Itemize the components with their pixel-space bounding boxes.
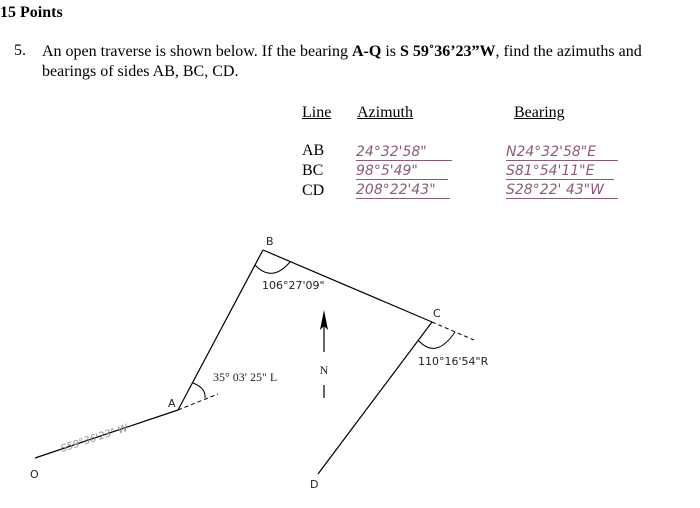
question-number: 5. bbox=[14, 42, 26, 59]
line-cd bbox=[318, 322, 432, 474]
angle-a-label: 35° 03' 25" L bbox=[213, 370, 278, 384]
point-a-label: A bbox=[168, 397, 176, 410]
question-text-part: , find the azimuths and bbox=[495, 43, 642, 60]
handwritten-bearing-oa: S59°36'23" W bbox=[59, 422, 130, 455]
point-d-label: D bbox=[310, 478, 319, 491]
point-b-label: B bbox=[266, 235, 274, 248]
column-header-azimuth: Azimuth bbox=[357, 104, 413, 121]
extension-c bbox=[432, 322, 474, 340]
row-line-cd: CD bbox=[302, 182, 325, 199]
angle-b-label: 106°27'09" bbox=[262, 279, 325, 292]
north-label: N bbox=[319, 363, 329, 377]
question-line-label: A-Q bbox=[351, 43, 382, 60]
question-line-2: bearings of sides AB, BC, CD. bbox=[42, 63, 239, 80]
bearing-cd: S28°22' 43"W bbox=[506, 183, 618, 199]
question-text-part: An open traverse is shown below. If the bearing bbox=[42, 43, 352, 60]
arc-angle-c bbox=[418, 332, 455, 348]
row-line-ab: AB bbox=[302, 142, 325, 159]
point-o-label: O bbox=[30, 468, 39, 481]
azimuth-ab: 24°32'58" bbox=[356, 145, 452, 161]
extension-a bbox=[178, 394, 218, 410]
angle-c-label: 110°16'54"R bbox=[418, 355, 489, 368]
column-header-bearing: Bearing bbox=[514, 104, 565, 121]
point-c-label: C bbox=[433, 307, 441, 320]
azimuth-cd: 208°22'43" bbox=[356, 183, 450, 199]
bearing-ab: N24°32'58"E bbox=[506, 145, 618, 161]
bearing-bc: S81°54'11"E bbox=[506, 164, 614, 180]
row-line-bc: BC bbox=[302, 162, 324, 179]
question-text-part: is bbox=[381, 43, 400, 60]
question-bearing-value: S 59˚36’23”W bbox=[399, 43, 496, 60]
azimuth-bc: 98°5'49" bbox=[356, 164, 448, 180]
arc-angle-a bbox=[193, 383, 205, 398]
arc-angle-b bbox=[255, 262, 290, 273]
line-ab bbox=[178, 250, 263, 410]
column-header-line: Line bbox=[302, 104, 332, 121]
points-heading: 15 Points bbox=[0, 4, 63, 21]
